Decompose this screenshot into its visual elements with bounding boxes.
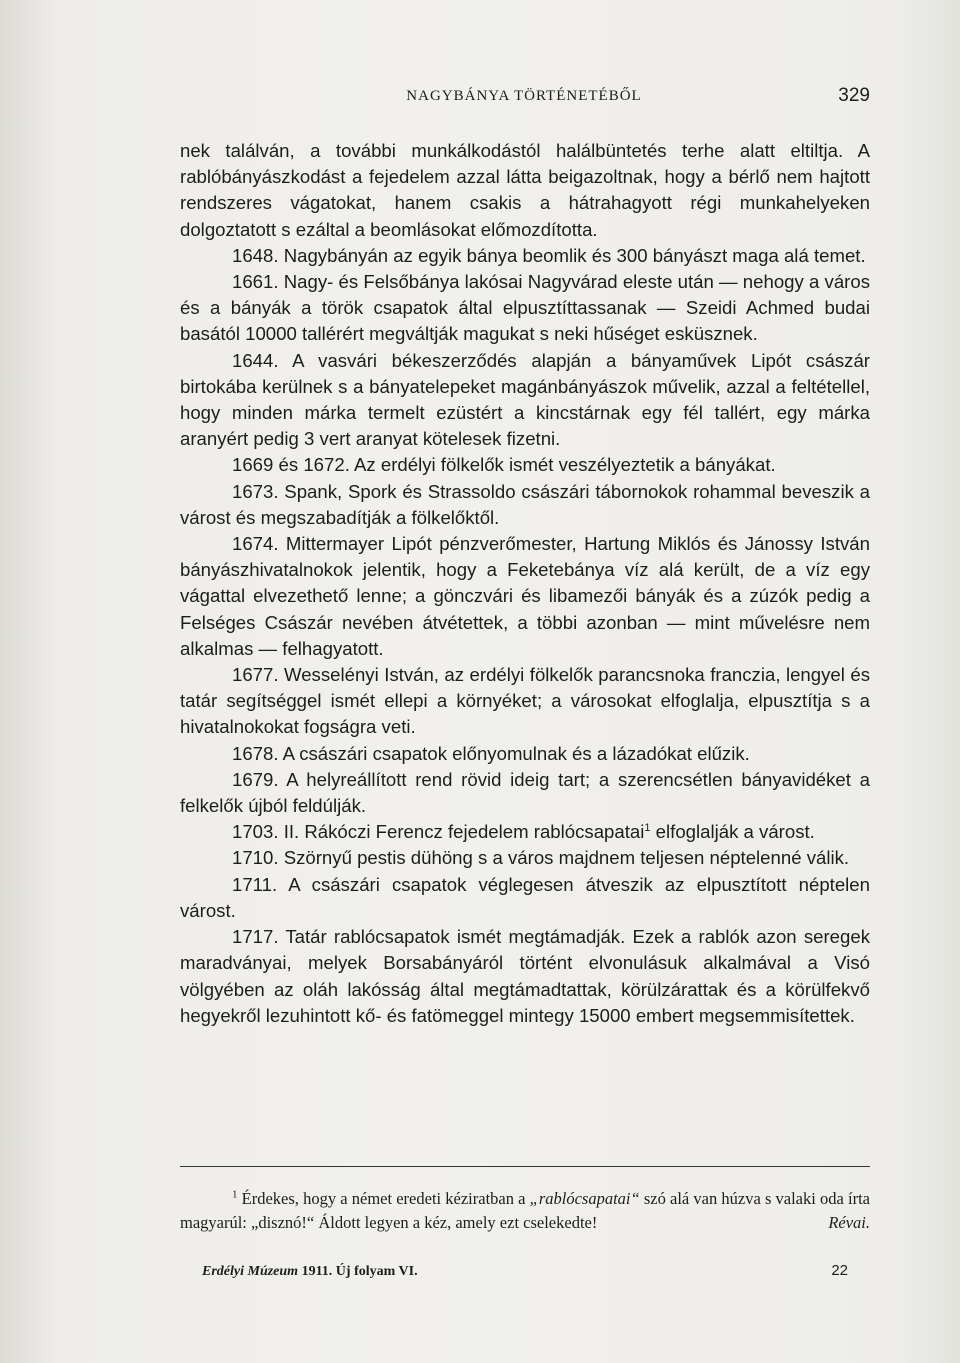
- footnote-marker: 1: [232, 1188, 238, 1201]
- running-title: NAGYBÁNYA TÖRTÉNETÉBŐL: [406, 88, 642, 104]
- footnote-body: Érdekes, hogy a német eredeti kéziratban a: [237, 1189, 530, 1208]
- signature-mark: 22: [831, 1262, 848, 1279]
- chronology-entry: 1717. Tatár rablócsapatok ismét megtámadják. Ezek a rablók azon seregek maradványai, melyek Borsabányáról történt elvonulásuk alkalmával a Visó völgyében az oláh lakósság által megtámadtattak, körülzárattak és a körülfekvő hegyekről lezuhintott kő- és fatömeggel mintegy 15000 embert megsemmisítettek.: [180, 926, 870, 1026]
- footnote-signature: Révai.: [828, 1213, 870, 1232]
- page-number: 329: [838, 85, 870, 106]
- chronology-entry: 1674. Mittermayer Lipót pénzverőmester, Hartung Miklós és Jánossy István bányászhivatalnokok jelentik, hogy a Feketebánya víz alá került, de a víz egy vágattal elvezethető lenne; a gönczvári és libamezői bányák és a zúzók pedig a Felséges Császár nevében átvétettek, a többi azonban — mint művelésre nem alkalmas — felhagyatott.: [180, 533, 870, 659]
- chronology-entry: 1711. A császári csapatok véglegesen átveszik az elpusztított néptelen várost.: [180, 873, 870, 921]
- entry-text: elfoglalják a várost.: [650, 821, 815, 843]
- chronology-entry-1703: [180, 819, 870, 845]
- paragraph: nek találván, a további munkálkodástól halálbüntetés terhe alatt eltiltja. A rablóbányászkodást a fejedelem azzal látta beigazoltnak, hogy a bérlő nem hajtott rendszeres vágatokat, hanem csakis a hátrahagyott régi munkahelyeken dolgoztatott s ezáltal a beomlásokat előmozdította.: [180, 140, 870, 240]
- chronology-entry: 1661. Nagy- és Felsőbánya lakósai Nagyvárad eleste után — nehogy a város és a bányák a török csapatok által elpusztíttassanak — Szeidi Achmed budai basától 10000 tallérért megváltják magukat s neki hűséget esküsznek.: [180, 271, 870, 345]
- chronology-entry: 1679. A helyreállított rend rövid ideig tart; a szerencsétlen bányavidéket a felkelők újból feldúlják.: [180, 768, 870, 817]
- chronology-entry: 1678. A császári csapatok előnyomulnak és a lázadókat elűzik.: [232, 742, 750, 764]
- footnote: [180, 1187, 870, 1235]
- chronology-entry: 1648. Nagybányán az egyik bánya beomlik és 300 bányászt maga alá temet.: [232, 244, 866, 266]
- entry-text: 1703. II. Rákóczi Ferencz fejedelem rablócsapatai: [232, 821, 645, 843]
- chronology-entry: 1644. A vasvári békeszerződés alapján a bányaművek Lipót császár birtokába kerülnek s a bányatelepeket magánbányászok művelik, azzal a feltétellel, hogy minden márka termelt ezüstért a kincstárnak egy fél tallért, egy márka aranyért pedig 3 vert aranyat kötelesek fizetni.: [180, 349, 870, 450]
- chronology-entry: 1710. Szörnyű pestis dühöng s a város majdnem teljesen néptelenné válik.: [232, 847, 850, 869]
- chronology-entry: 1673. Spank, Spork és Strassoldo császári tábornokok rohammal beveszik a várost és megszabadítják a fölkelőktől.: [180, 480, 870, 528]
- footnote-body: szó alá van húzva s valaki oda írta magyarúl: „disznó!“ Áldott legyen a kéz, amely ezt cselekedte!: [180, 1189, 870, 1232]
- footnote-reference[interactable]: 1: [644, 822, 651, 835]
- chronology-entry: 1677. Wesselényi István, az erdélyi fölkelők parancsnoka franczia, lengyel és tatár segítséggel ismét ellepi a környéket; a városokat elfoglalja, elpusztítja s a hivatalnokokat fogságra veti.: [180, 664, 870, 738]
- chronology-entry: 1669 és 1672. Az erdélyi fölkelők ismét veszélyeztetik a bányákat.: [232, 454, 776, 476]
- journal-issue: 1911. Új folyam VI.: [298, 1264, 418, 1279]
- footnote-divider: [180, 1166, 870, 1167]
- page-header: [178, 85, 870, 112]
- footnote-text: [180, 1187, 870, 1235]
- body-text: [180, 138, 870, 1029]
- journal-imprint: [202, 1264, 418, 1280]
- page-footer: [202, 1262, 848, 1284]
- journal-title: Erdélyi Múzeum: [202, 1264, 299, 1279]
- footnote-quoted-term: „rablócsapatai“: [529, 1189, 640, 1208]
